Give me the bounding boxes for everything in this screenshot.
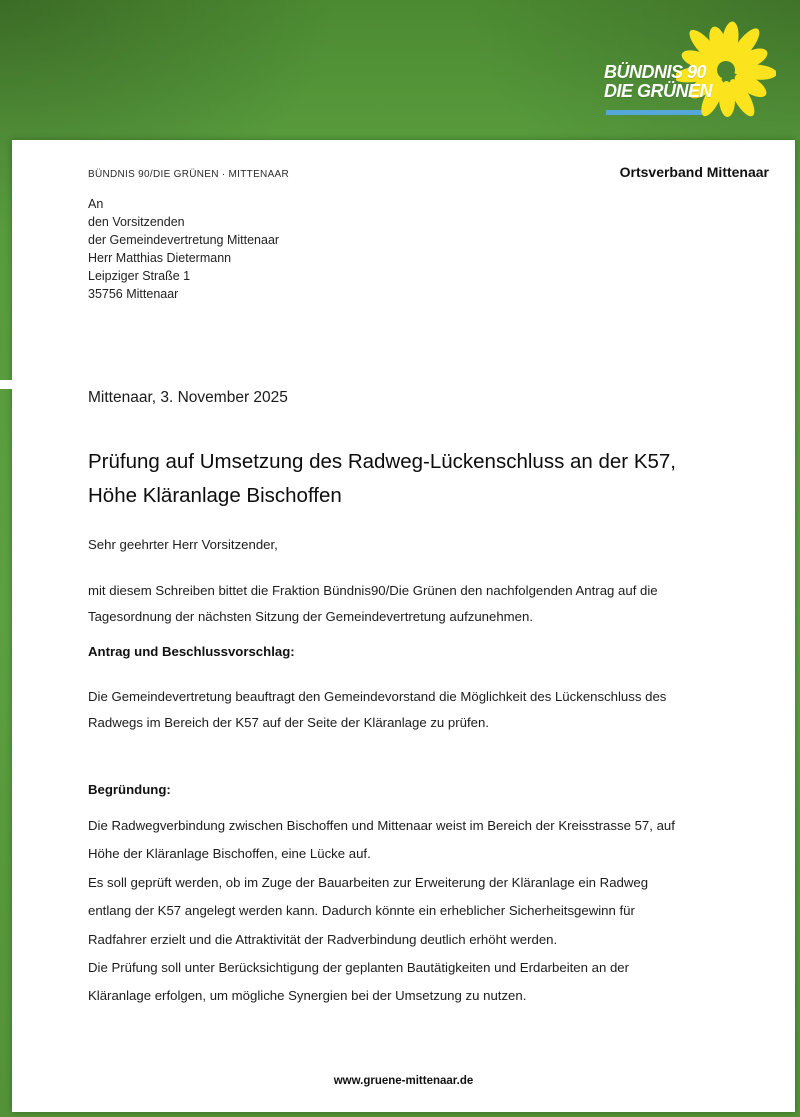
recipient-address-block: An den Vorsitzenden der Gemeindevertretung Mittenaar Herr Matthias Dietermann Leipziger Straße 1 35756 Mittenaar bbox=[88, 197, 280, 301]
date-line: Mittenaar, 3. November 2025 bbox=[88, 389, 288, 406]
motion-section-heading: Antrag und Beschlussvorschlag: bbox=[88, 644, 295, 659]
letter-page bbox=[12, 140, 795, 1112]
reason-section-heading: Begründung: bbox=[88, 782, 171, 797]
sender-return-address: BÜNDNIS 90/DIE GRÜNEN · MITTENAAR bbox=[88, 169, 290, 180]
intro-paragraph: mit diesem Schreiben bittet die Fraktion Bündnis90/Die Grünen den nachfolgenden Antrag auf die Tagesordnung der nächsten Sitzung der Gemeindevertretung aufzunehmen. bbox=[88, 583, 658, 624]
fold-mark bbox=[0, 380, 12, 389]
party-logo-wordmark: BÜNDNIS 90 DIE GRÜNEN bbox=[604, 62, 713, 101]
salutation: Sehr geehrter Herr Vorsitzender, bbox=[88, 537, 278, 552]
letter-header-row bbox=[88, 165, 769, 182]
letterhead-band bbox=[0, 0, 800, 140]
motion-paragraph: Die Gemeindevertretung beauftragt den Gemeindevorstand die Möglichkeit des Lückenschluss des Radwegs im Bereich der K57 auf der Seite der Kläranlage zu prüfen. bbox=[88, 689, 667, 730]
org-name-label: Ortsverband Mittenaar bbox=[619, 164, 769, 180]
subject-heading: Prüfung auf Umsetzung des Radweg-Lückenschluss an der K57, Höhe Kläranlage Bischoffen bbox=[88, 450, 677, 507]
reason-paragraph: Die Radwegverbindung zwischen Bischoffen und Mittenaar weist im Bereich der Kreisstrasse 57, auf Höhe der Kläranlage Bischoffen, eine Lücke auf. Es soll geprüft werden, ob im Zuge der Bauarbeiten zur Erweiterung der Kläranlage ein Radweg entlang der K57 angelegt werden kann. Dadurch könnte ein erheblicher Sicherheitsgewinn für Radfahrer erzielt und die Attraktivität der Radverbindung deutlich erhöht werden. Die Prüfung soll unter Berücksichtigung der geplanten Bautätigkeiten und Erdarbeiten an der Kläranlage erfolgen, um mögliche Synergien bei der Umsetzung zu nutzen. bbox=[88, 818, 675, 1004]
footer-website: www.gruene-mittenaar.de bbox=[333, 1075, 474, 1087]
